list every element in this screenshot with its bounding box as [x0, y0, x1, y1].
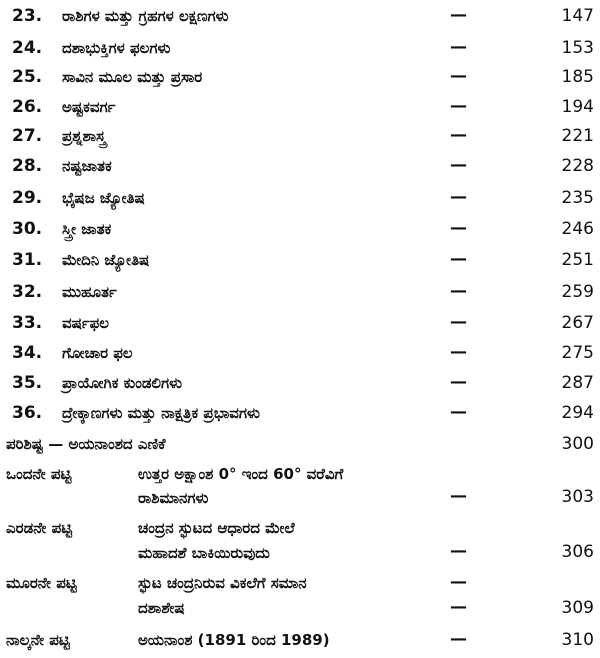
toc-row: [0, 186, 600, 212]
chapter-title: ಗೋಚಾರ ಫಲ: [62, 344, 133, 362]
chapter-title: ಭೈಷಜ ಜ್ಯೋತಿಷ: [62, 189, 145, 207]
appendix-row: [0, 432, 600, 458]
leader-dash: —: [450, 281, 467, 301]
page-number: 300: [561, 434, 594, 454]
table-label: ಒಂದನೇ ಪಟ್ಟಿ: [6, 465, 72, 483]
chapter-number: 24.: [12, 38, 43, 58]
chapter-title: ವರ್ಷಫಲ: [62, 314, 109, 332]
table-entry: [0, 462, 600, 514]
table-entry: [0, 571, 600, 625]
leader-dash: —: [450, 372, 467, 392]
toc-row: [0, 248, 600, 274]
toc-row: [0, 124, 600, 150]
page-number: 235: [561, 188, 594, 208]
leader-dash: —: [450, 572, 467, 592]
leader-dash: —: [450, 218, 467, 238]
chapter-title: ದಶಾಭುಕ್ತಿಗಳ ಫಲಗಳು: [62, 39, 171, 57]
chapter-number: 27.: [12, 126, 43, 146]
leader-dash: —: [450, 486, 467, 506]
leader-dash: —: [450, 629, 467, 649]
page-number: 251: [561, 250, 594, 270]
chapter-number: 31.: [12, 250, 43, 270]
leader-dash: —: [450, 37, 467, 57]
page-number: 287: [561, 373, 594, 393]
toc-row: [0, 4, 600, 30]
table-entry: [0, 628, 600, 656]
leader-dash: —: [450, 312, 467, 332]
page-number: 303: [561, 487, 594, 507]
toc-row: [0, 401, 600, 427]
chapter-title: ಸಾವಿನ ಮೂಲ ಮತ್ತು ಪ್ರಸಾರ: [62, 68, 203, 86]
toc-row: [0, 217, 600, 243]
page-number: 306: [561, 542, 594, 562]
chapter-number: 25.: [12, 67, 43, 87]
page-number: 194: [561, 97, 594, 117]
leader-dash: —: [450, 342, 467, 362]
page-number: 185: [561, 67, 594, 87]
page-number: 221: [561, 126, 594, 146]
leader-dash: —: [450, 155, 467, 175]
chapter-number: 30.: [12, 219, 43, 239]
toc-row: [0, 154, 600, 180]
page-number: 147: [561, 6, 594, 26]
page-number: 309: [561, 598, 594, 618]
table-label: ಮೂರನೇ ಪಟ್ಟಿ: [6, 574, 77, 592]
chapter-number: 36.: [12, 403, 43, 423]
chapter-title: ದ್ರೇಕ್ಕಾಣಗಳು ಮತ್ತು ನಾಕ್ಷತ್ರಿಕ ಪ್ರಭಾವಗಳು: [62, 404, 260, 422]
leader-dash: —: [450, 597, 467, 617]
table-entry: [0, 516, 600, 568]
table-title-line2: ದಶಾಶೇಷ: [138, 599, 185, 617]
page-number: 275: [561, 343, 594, 363]
leader-dash: —: [450, 541, 467, 561]
toc-row: [0, 371, 600, 397]
toc-row: [0, 65, 600, 91]
leader-dash: —: [450, 5, 467, 25]
chapter-number: 34.: [12, 343, 43, 363]
page-number: 246: [561, 219, 594, 239]
page-number: 267: [561, 313, 594, 333]
toc-row: [0, 311, 600, 337]
chapter-title: ಮೇದಿನಿ ಜ್ಯೋತಿಷ: [62, 251, 150, 269]
chapter-title: ಅಷ್ಟಕವರ್ಗ: [62, 98, 116, 116]
chapter-title: ನಷ್ಟಜಾತಕ: [62, 157, 112, 175]
leader-dash: —: [450, 125, 467, 145]
chapter-title: ಪ್ರಾಯೋಗಿಕ ಕುಂಡಲಿಗಳು: [62, 374, 182, 392]
toc-row: [0, 341, 600, 367]
chapter-number: 35.: [12, 373, 43, 393]
toc-row: [0, 280, 600, 306]
toc-row: [0, 36, 600, 62]
leader-dash: —: [450, 187, 467, 207]
chapter-title: ಸ್ತ್ರೀ ಜಾತಕ: [62, 220, 112, 238]
table-title-line2: ರಾಶಿಮಾನಗಳು: [138, 489, 209, 507]
table-title-line1: ಸ್ಫುಟ ಚಂದ್ರನಿರುವ ವಿಕಲೆಗೆ ಸಮಾನ: [138, 574, 307, 592]
table-title-line1: ಉತ್ತರ ಅಕ್ಷಾಂಶ 0° ಇಂದ 60° ವರೆವಿಗೆ: [138, 465, 344, 483]
toc-row: [0, 95, 600, 121]
page-number: 228: [561, 156, 594, 176]
leader-dash: —: [450, 249, 467, 269]
table-title-line2: ಮಹಾದಶೆ ಬಾಕಿಯಿರುವುದು: [138, 544, 270, 562]
chapter-number: 26.: [12, 97, 43, 117]
chapter-number: 33.: [12, 313, 43, 333]
leader-dash: —: [450, 66, 467, 86]
page-number: 259: [561, 282, 594, 302]
chapter-title: ಮುಹೂರ್ತ: [62, 283, 117, 301]
page-number: 153: [561, 38, 594, 58]
leader-dash: —: [450, 96, 467, 116]
table-label: ಎರಡನೇ ಪಟ್ಟಿ: [6, 519, 73, 537]
chapter-number: 28.: [12, 156, 43, 176]
leader-dash: —: [450, 402, 467, 422]
table-label: ನಾಲ್ಕನೇ ಪಟ್ಟಿ: [6, 631, 70, 649]
chapter-title: ರಾಶಿಗಳ ಮತ್ತು ಗ್ರಹಗಳ ಲಕ್ಷಣಗಳು: [62, 7, 229, 25]
page-number: 294: [561, 403, 594, 423]
table-title-line1: ಚಂದ್ರನ ಸ್ಫುಟದ ಆಧಾರದ ಮೇಲೆ: [138, 519, 295, 537]
page-number: 310: [561, 630, 594, 650]
chapter-number: 32.: [12, 282, 43, 302]
chapter-number: 29.: [12, 188, 43, 208]
table-title-line1: ಅಯನಾಂಶ (1891 ರಿಂದ 1989): [138, 631, 330, 649]
chapter-number: 23.: [12, 6, 43, 26]
chapter-title: ಪ್ರಶ್ನಶಾಸ್ತ್ರ: [62, 127, 106, 145]
appendix-title: ಪರಿಶಿಷ್ಟ — ಅಯನಾಂಶದ ಎಣಿಕೆ: [6, 435, 166, 453]
